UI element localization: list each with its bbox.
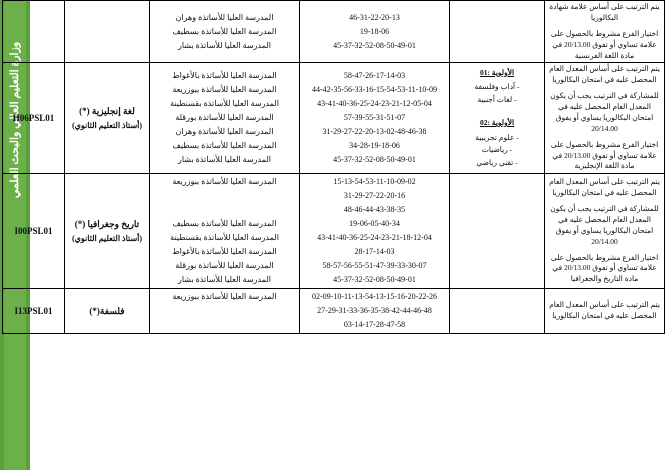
condition-text: للمشاركة في الترتيب يجب أن يكون المعدل العام المحصل عليه في امتحان البكالوريا يساوي أو يفوق 20/14.00	[550, 91, 659, 133]
priority-group	[452, 117, 542, 170]
school-line	[152, 304, 297, 318]
school-line: المدرسة العليا للأساتذة بقسنطينة	[170, 233, 279, 243]
codes-cell	[300, 63, 450, 174]
code-line: 48-46-44-43-38-35	[343, 205, 406, 215]
code-line: 15-13-54-53-11-10-09-02	[333, 177, 416, 187]
school-line: المدرسة العليا للأساتذة بالأغواط	[172, 71, 277, 81]
code-line: 45-37-32-52-08-50-49-01	[333, 40, 416, 50]
priority-item: - آداب وفلسفة	[474, 82, 520, 92]
school-line: المدرسة العليا للأساتذة بورقلة	[175, 261, 274, 271]
school-line: المدرسة العليا للأساتذة بشار	[178, 40, 271, 50]
code-line: 57-39-55-31-51-07	[343, 113, 406, 123]
schools-cell	[150, 1, 300, 63]
conditions-cell	[545, 63, 665, 174]
specialty-cell	[65, 289, 150, 334]
school-line	[152, 189, 297, 203]
school-line: المدرسة العليا للأساتذة بشار	[178, 155, 271, 165]
orientation-table	[2, 0, 665, 334]
condition-text: اختيار الفرع مشروط بالحصول على علامة تساوي أو تفوق 20/13.00 في مادة التاريخ والجغرافيا	[550, 252, 659, 284]
condition-text: يتم الترتيب على أساس المعدل العام المحصل عليه في امتحان البكالوريا	[549, 64, 660, 85]
condition-text: يتم الترتيب على أساس علامة شهادة البكالوريا	[549, 2, 660, 22]
priorities-cell	[450, 174, 545, 289]
code-line: 43-41-40-36-25-24-23-21-18-12-04	[317, 233, 432, 243]
school-line: المدرسة العليا للأساتذة ببوزريعة	[172, 292, 277, 302]
code-line: 43-41-40-36-25-24-23-21-12-05-04	[317, 99, 432, 109]
school-line: المدرسة العليا للأساتذة بورقلة	[175, 113, 274, 123]
code-label: I00PSL01	[14, 226, 53, 237]
school-line: المدرسة العليا للأساتذة وهران	[175, 127, 274, 137]
codes-cell	[300, 1, 450, 63]
code-line: 45-37-32-52-08-50-49-01	[333, 275, 416, 285]
priority-item: - لغات أجنبية	[477, 95, 517, 105]
condition-text: للمشاركة في الترتيب يجب أن يكون المعدل العام المحصل عليه في امتحان البكالوريا يساوي أو يفوق 20/14.00	[550, 204, 659, 246]
table-row	[3, 289, 665, 334]
code-line: 45-37-32-52-08-50-49-01	[333, 155, 416, 165]
table-row	[3, 63, 665, 174]
table-row	[3, 1, 665, 63]
conditions-cell	[545, 289, 665, 334]
school-line: المدرسة العليا للأساتذة بسطيف	[172, 26, 277, 36]
code-cell	[3, 174, 65, 289]
school-line: المدرسة العليا للأساتذة بالأغواط	[172, 247, 277, 257]
specialty-label: فلسفة(*)	[89, 306, 125, 317]
code-cell	[3, 1, 65, 63]
school-line: المدرسة العليا للأساتذة بشار	[178, 275, 271, 285]
specialty-sublabel: (أستاذ التعليم الثانوي)	[71, 234, 143, 244]
schools-cell	[150, 63, 300, 174]
code-cell	[3, 289, 65, 334]
specialty-label: لغة إنجليزية (*)	[79, 105, 135, 116]
priorities-cell	[450, 289, 545, 334]
school-line: المدرسة العليا للأساتذة وهران	[175, 12, 274, 22]
code-line: 46-31-22-20-13	[349, 12, 400, 22]
condition-text: يتم الترتيب على أساس المعدل العام المحصل عليه في امتحان البكالوريا	[549, 300, 660, 321]
condition-text: اختيار الفرع مشروط بالحصول على علامة تساوي أو تفوق 20/13.00 في مادة اللغة الفرنسية	[550, 28, 659, 60]
schools-cell	[150, 174, 300, 289]
schools-cell	[150, 289, 300, 334]
codes-cell	[300, 174, 450, 289]
priority-head: الأولوية :01	[479, 67, 515, 77]
school-line	[152, 318, 297, 332]
table-row	[3, 174, 665, 289]
priorities-cell	[450, 63, 545, 174]
school-line: المدرسة العليا للأساتذة بسطيف	[172, 141, 277, 151]
code-line: 19-18-06	[359, 26, 390, 36]
school-line: المدرسة العليا للأساتذة بسطيف	[172, 219, 277, 229]
condition-text: يتم الترتيب على أساس المعدل العام المحصل عليه في امتحان البكالوريا	[549, 177, 660, 198]
specialty-sublabel: (أستاذ التعليم الثانوي)	[71, 121, 143, 131]
code-line: 31-29-27-22-20-13-02-48-46-38	[322, 127, 427, 137]
code-line: 34-28-19-18-06	[349, 141, 400, 151]
school-line: المدرسة العليا للأساتذة ببوزريعة	[172, 177, 277, 187]
code-label: H06PSL01	[12, 113, 55, 124]
code-line: 44-42-35-56-33-16-15-54-53-11-10-09	[311, 85, 437, 95]
school-line: المدرسة العليا للأساتذة ببوزريعة	[172, 85, 277, 95]
code-line: 31-29-27-22-20-16	[343, 191, 406, 201]
priority-item: - تقني رياضي	[476, 158, 518, 168]
specialty-cell	[65, 1, 150, 63]
conditions-cell	[545, 1, 665, 63]
school-line: المدرسة العليا للأساتذة بقسنطينة	[170, 99, 279, 109]
codes-cell	[300, 289, 450, 334]
priorities-cell	[450, 1, 545, 63]
priority-group	[452, 67, 542, 107]
priority-head: الأولوية :02	[479, 117, 515, 127]
priority-item: - رياضيات	[481, 145, 513, 155]
code-line: 58-57-56-55-51-47-39-33-30-07	[322, 261, 427, 271]
code-line: 02-09-10-11-13-54-13-15-16-20-22-26	[311, 292, 437, 302]
code-line: 58-47-26-17-14-03	[343, 71, 406, 81]
priority-item: - علوم تجريبية	[475, 132, 519, 142]
specialty-cell	[65, 174, 150, 289]
condition-text: اختيار الفرع مشروط بالحصول على علامة تساوي أو تفوق 20/13.00 في مادة اللغة الإنجليزية	[550, 139, 659, 171]
code-label: I13PSL01	[14, 306, 53, 317]
school-line	[152, 203, 297, 217]
code-line: 27-29-31-33-36-35-38-42-44-46-48	[317, 306, 432, 316]
ribbon-title: وزارة التعليم العالي والبحث العلمي	[9, 41, 21, 199]
code-line: 28-17-14-03	[354, 247, 395, 257]
code-line: 19-06-05-40-34	[349, 219, 400, 229]
specialty-cell	[65, 63, 150, 174]
conditions-cell	[545, 174, 665, 289]
specialty-label: تاريخ وجغرافيا (*)	[74, 218, 140, 229]
code-line: 03-14-17-28-47-58	[343, 320, 406, 330]
code-cell	[3, 63, 65, 174]
